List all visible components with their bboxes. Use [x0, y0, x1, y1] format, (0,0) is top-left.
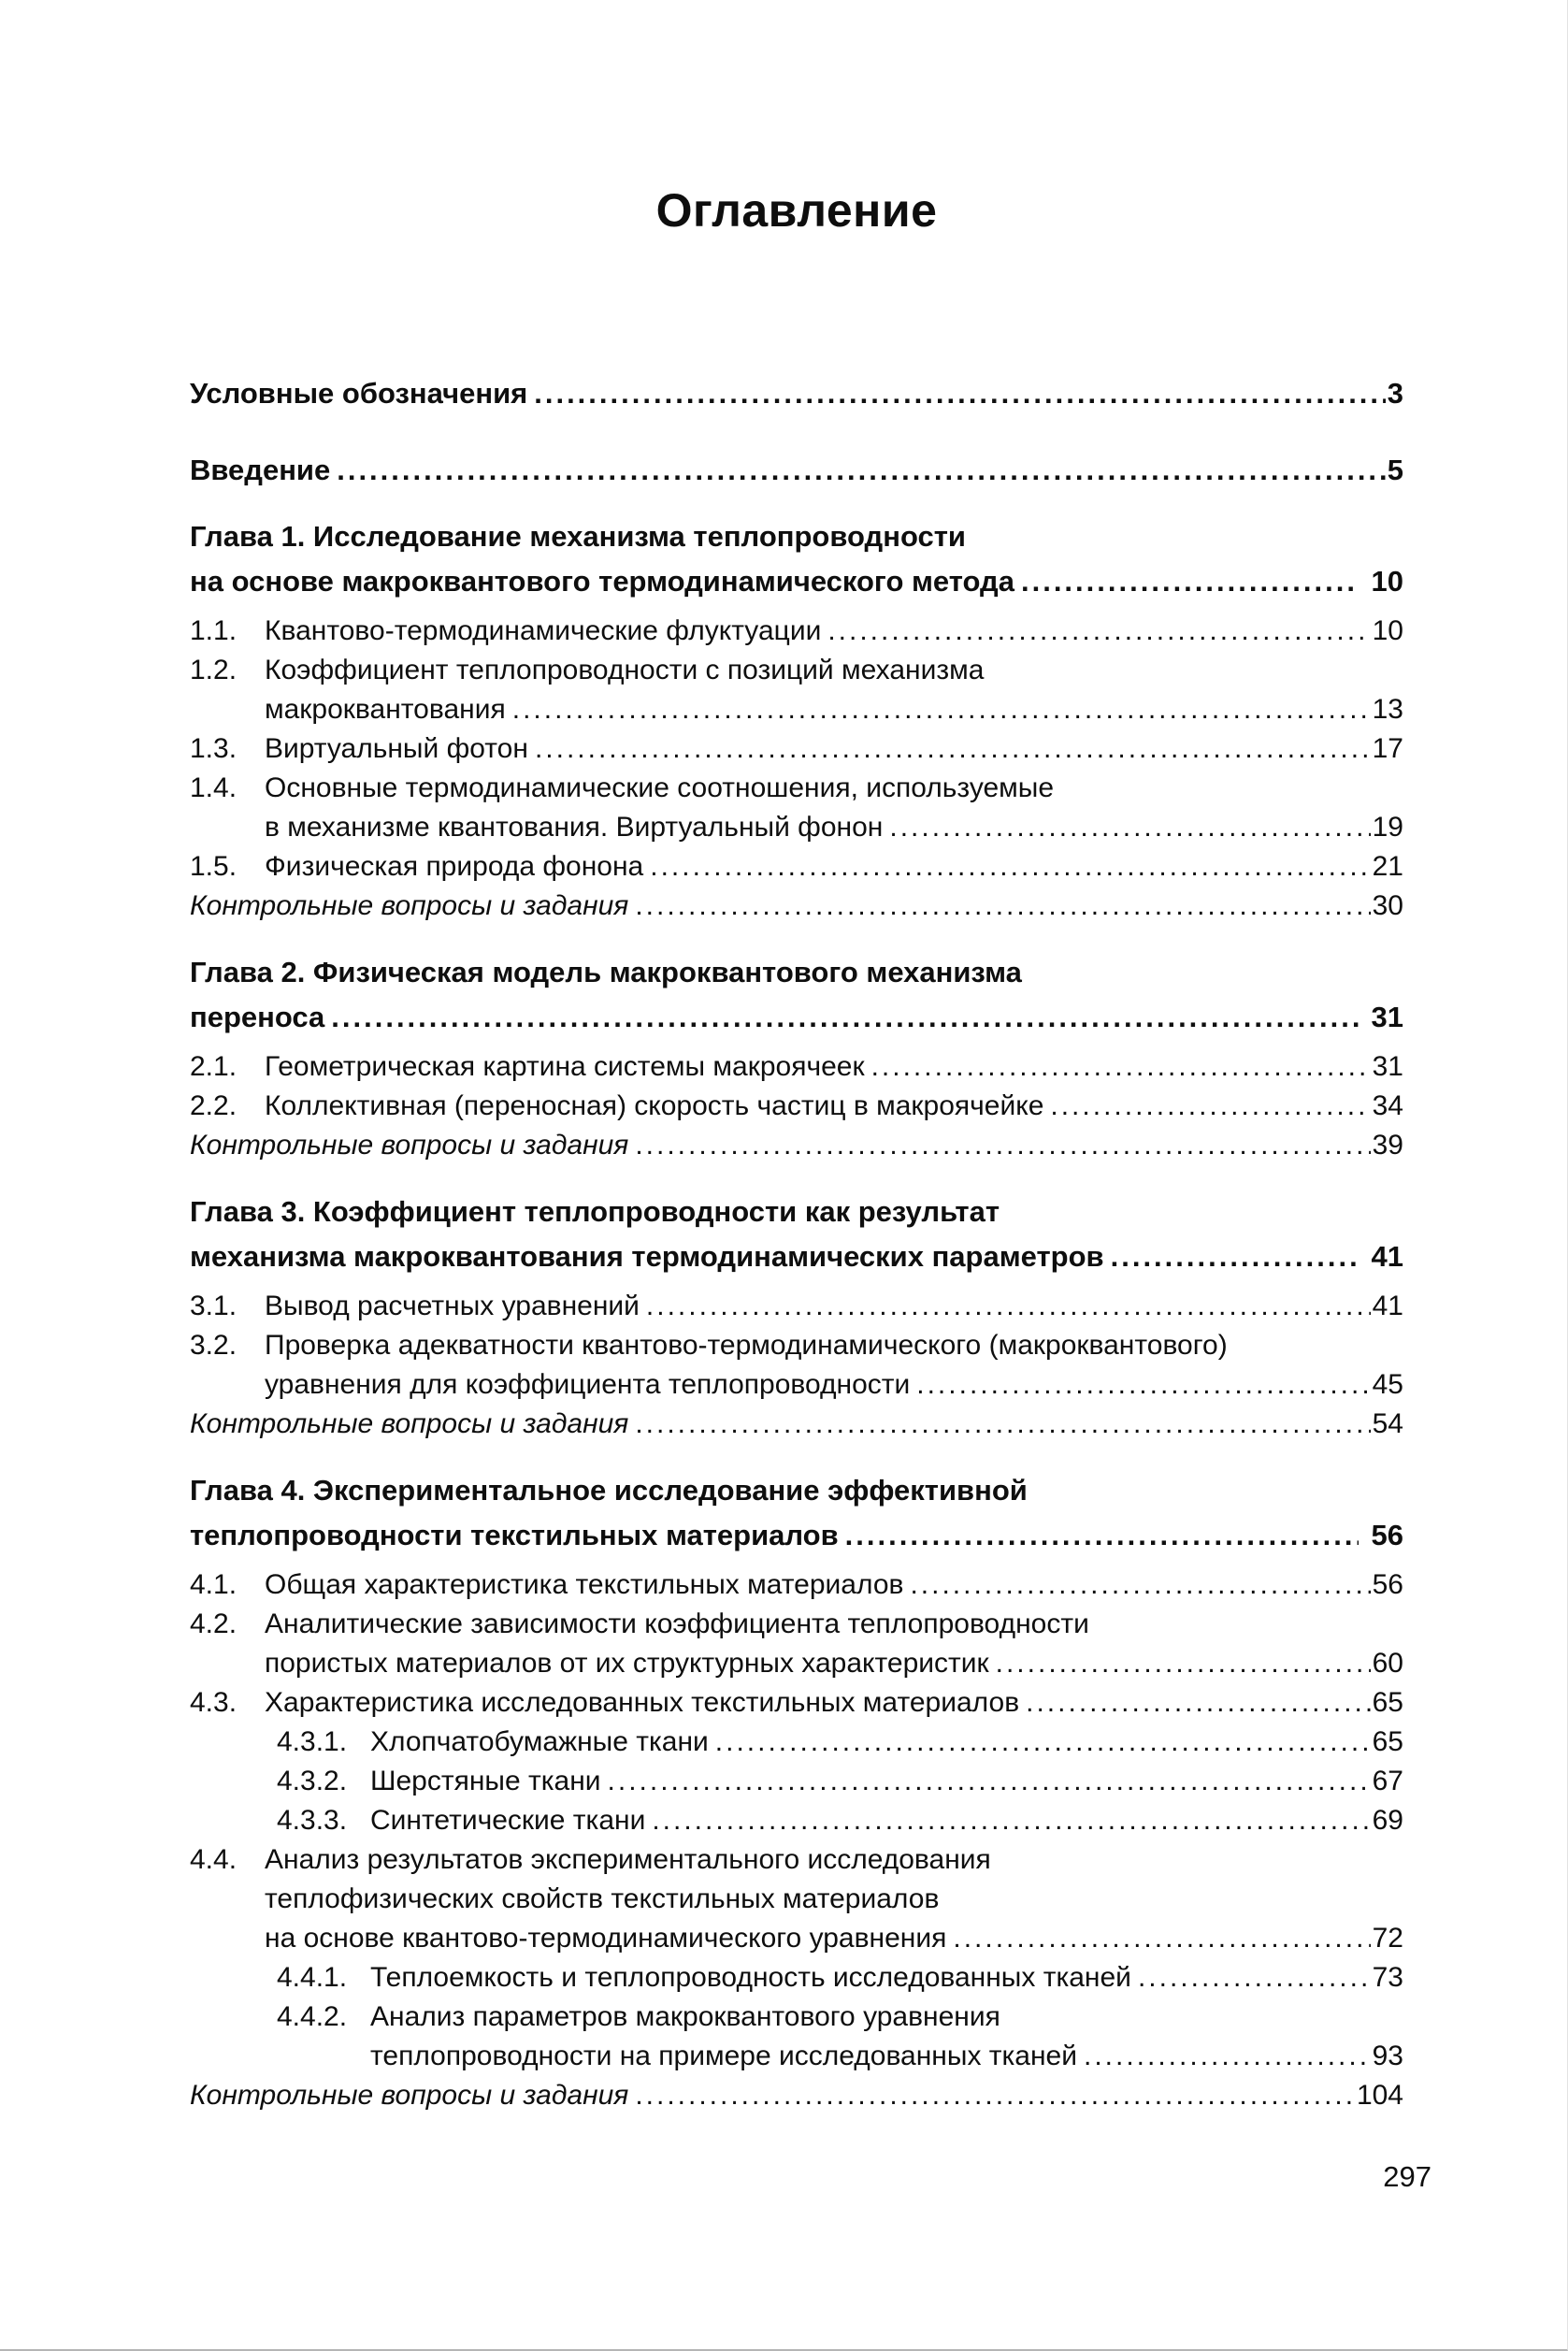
entry-text: Шерстяные ткани — [370, 1766, 601, 1796]
entry-line — [265, 1880, 1403, 1919]
entry-page-number: 104 — [1356, 2080, 1403, 2111]
entry-line — [265, 808, 1403, 847]
entry-line — [370, 1762, 1403, 1801]
toc-entry-chapter — [190, 950, 1403, 1040]
dot-leader — [1111, 1234, 1359, 1279]
entry-text: Вывод расчетных уравнений — [265, 1291, 640, 1321]
entry-line — [190, 1190, 1403, 1234]
page-title: Оглавление — [655, 184, 938, 237]
entry-line — [370, 2037, 1403, 2076]
toc-entry-item — [190, 1565, 1403, 1605]
entry-page-number: 56 — [1372, 1569, 1403, 1600]
entry-number: 4.3.1. — [277, 1726, 348, 1757]
toc-entry-item — [190, 847, 1403, 887]
entry-text: Введение — [190, 454, 331, 486]
entry-page-number: 10 — [1372, 615, 1403, 646]
entry-text: Анализ результатов экспериментального исследования — [265, 1844, 991, 1875]
entry-line — [370, 1801, 1403, 1840]
entry-text: Виртуальный фотон — [265, 733, 528, 764]
entry-line — [190, 1468, 1403, 1513]
entry-line — [265, 612, 1403, 651]
entry-page-number: 39 — [1372, 1130, 1403, 1161]
toc-entry-subitem — [190, 1998, 1403, 2076]
toc-entry-item — [190, 1047, 1403, 1087]
toc-entry-chapter — [190, 1190, 1403, 1279]
entry-line — [190, 1405, 1403, 1444]
entry-page-number: 73 — [1372, 1962, 1403, 1993]
toc-entry-item — [190, 729, 1403, 769]
entry-line — [190, 451, 1403, 490]
entry-page-number: 21 — [1372, 851, 1403, 882]
toc-entry-item — [190, 1683, 1403, 1723]
entry-line — [265, 1365, 1403, 1405]
entry-line — [190, 1126, 1403, 1165]
entry-line — [370, 1958, 1403, 1998]
dot-leader — [331, 995, 1358, 1040]
toc-list — [190, 374, 1403, 2115]
entry-number: 4.4. — [190, 1844, 237, 1875]
toc-entry-item — [190, 769, 1403, 847]
entry-number: 4.3.2. — [277, 1766, 348, 1796]
dot-leader — [635, 1126, 1370, 1165]
entry-page-number: 60 — [1372, 1648, 1403, 1679]
entry-page-number: 65 — [1372, 1687, 1403, 1718]
dot-leader — [1021, 559, 1359, 604]
entry-text: в механизме квантования. Виртуальный фонон — [265, 812, 884, 843]
entry-text: Синтетические ткани — [370, 1805, 646, 1836]
entry-text: уравнения для коэффициента теплопроводности — [265, 1369, 911, 1400]
entry-text: Глава 3. Коэффициент теплопроводности как результат — [190, 1195, 1000, 1228]
entry-page-number: 41 — [1372, 1291, 1403, 1321]
entry-text: теплофизических свойств текстильных материалов — [265, 1883, 940, 1914]
entry-line — [190, 559, 1403, 604]
dot-leader — [337, 451, 1386, 490]
entry-page-number: 3 — [1387, 377, 1403, 410]
entry-text: Теплоемкость и теплопроводность исследованных тканей — [370, 1962, 1131, 1993]
entry-number: 2.1. — [190, 1051, 237, 1082]
entry-line — [265, 1919, 1403, 1958]
dot-leader — [1084, 2037, 1371, 2076]
entry-text: переноса — [190, 1001, 325, 1033]
entry-number: 3.1. — [190, 1291, 237, 1321]
dot-leader — [827, 612, 1370, 651]
entry-text: Общая характеристика текстильных материалов — [265, 1569, 904, 1600]
entry-line — [370, 1723, 1403, 1762]
entry-number: 4.4.2. — [277, 2001, 348, 2032]
entry-line — [265, 729, 1403, 769]
entry-page-number: 31 — [1372, 1051, 1403, 1082]
toc-entry-subitem — [190, 1958, 1403, 1998]
dot-leader — [845, 1513, 1359, 1558]
dot-leader — [1138, 1958, 1371, 1998]
toc-entry-subitem — [190, 1762, 1403, 1801]
entry-line — [265, 1840, 1403, 1880]
toc-entry-chapter — [190, 514, 1403, 604]
entry-page-number: 19 — [1372, 812, 1403, 843]
toc-entry-item — [190, 1287, 1403, 1326]
entry-text: Характеристика исследованных текстильных материалов — [265, 1687, 1020, 1718]
toc-entry-front — [190, 451, 1403, 490]
entry-text: теплопроводности текстильных материалов — [190, 1519, 839, 1551]
entry-text: Физическая природа фонона — [265, 851, 644, 882]
toc-entry-questions — [190, 1405, 1403, 1444]
dot-leader — [996, 1644, 1371, 1683]
entry-line — [190, 2076, 1403, 2115]
page-number: 297 — [1383, 2160, 1431, 2193]
entry-number: 4.2. — [190, 1608, 237, 1639]
dot-leader — [635, 1405, 1370, 1444]
dot-leader — [953, 1919, 1370, 1958]
entry-line — [190, 950, 1403, 995]
entry-line — [265, 1047, 1403, 1087]
entry-number: 2.2. — [190, 1090, 237, 1121]
entry-page-number: 69 — [1372, 1805, 1403, 1836]
entry-text: Геометрическая картина системы макроячеек — [265, 1051, 865, 1082]
dot-leader — [635, 2076, 1355, 2115]
entry-text: Глава 2. Физическая модель макроквантового механизма — [190, 956, 1022, 988]
entry-line — [265, 1087, 1403, 1126]
entry-line — [370, 1998, 1403, 2037]
entry-page-number: 45 — [1372, 1369, 1403, 1400]
entry-page-number: 93 — [1372, 2041, 1403, 2071]
entry-number: 1.2. — [190, 655, 237, 685]
entry-text: на основе квантово-термодинамического уравнения — [265, 1923, 947, 1954]
entry-page-number: 56 — [1371, 1519, 1403, 1551]
entry-number: 4.1. — [190, 1569, 237, 1600]
entry-page-number: 54 — [1372, 1408, 1403, 1439]
toc-entry-item — [190, 651, 1403, 729]
dot-leader — [715, 1723, 1371, 1762]
toc-entry-item — [190, 1326, 1403, 1405]
dot-leader — [608, 1762, 1371, 1801]
dot-leader — [910, 1565, 1370, 1605]
dot-leader — [652, 1801, 1370, 1840]
entry-page-number: 72 — [1372, 1923, 1403, 1954]
dot-leader — [1026, 1683, 1370, 1723]
entry-text: Контрольные вопросы и задания — [190, 890, 629, 921]
entry-line — [190, 514, 1403, 559]
entry-text: пористых материалов от их структурных характеристик — [265, 1648, 989, 1679]
entry-line — [265, 769, 1403, 808]
entry-text: макроквантования — [265, 694, 506, 725]
entry-page-number: 30 — [1372, 890, 1403, 921]
entry-number: 1.4. — [190, 772, 237, 803]
dot-leader — [889, 808, 1370, 847]
toc-entry-chapter — [190, 1468, 1403, 1558]
toc-entry-questions — [190, 887, 1403, 926]
entry-page-number: 17 — [1372, 733, 1403, 764]
dot-leader — [512, 690, 1371, 729]
entry-page-number: 13 — [1372, 694, 1403, 725]
entry-line — [265, 1565, 1403, 1605]
entry-text: Проверка адекватности квантово-термодинамического (макроквантового) — [265, 1330, 1228, 1361]
dot-leader — [646, 1287, 1371, 1326]
entry-line — [265, 1644, 1403, 1683]
dot-leader — [650, 847, 1370, 887]
entry-text: Глава 1. Исследование механизма теплопроводности — [190, 520, 966, 553]
entry-line — [265, 1683, 1403, 1723]
entry-line — [190, 374, 1403, 413]
toc-entry-questions — [190, 1126, 1403, 1165]
entry-number: 3.2. — [190, 1330, 237, 1361]
entry-line — [265, 651, 1403, 690]
toc-entry-subitem — [190, 1723, 1403, 1762]
entry-text: Контрольные вопросы и задания — [190, 2080, 629, 2111]
entry-number: 1.5. — [190, 851, 237, 882]
toc-entry-item — [190, 1087, 1403, 1126]
entry-line — [190, 887, 1403, 926]
entry-number: 1.1. — [190, 615, 237, 646]
dot-leader — [535, 729, 1371, 769]
toc-entry-item — [190, 1605, 1403, 1683]
entry-line — [265, 1287, 1403, 1326]
dot-leader — [534, 374, 1386, 413]
entry-line — [190, 1513, 1403, 1558]
entry-number: 1.3. — [190, 733, 237, 764]
entry-page-number: 31 — [1371, 1001, 1403, 1033]
entry-text: Контрольные вопросы и задания — [190, 1408, 629, 1439]
entry-text: механизма макроквантования термодинамических параметров — [190, 1240, 1104, 1273]
entry-text: Квантово-термодинамические флуктуации — [265, 615, 822, 646]
entry-text: Условные обозначения — [190, 377, 528, 410]
entry-line — [265, 690, 1403, 729]
entry-text: на основе макроквантового термодинамического метода — [190, 565, 1014, 598]
toc-entry-questions — [190, 2076, 1403, 2115]
entry-text: Глава 4. Экспериментальное исследование эффективной — [190, 1474, 1028, 1507]
entry-text: Аналитические зависимости коэффициента теплопроводности — [265, 1608, 1089, 1639]
entry-line — [265, 1605, 1403, 1644]
entry-page-number: 10 — [1371, 565, 1403, 598]
entry-text: Хлопчатобумажные ткани — [370, 1726, 709, 1757]
entry-page-number: 65 — [1372, 1726, 1403, 1757]
dot-leader — [1050, 1087, 1370, 1126]
toc-entry-subitem — [190, 1801, 1403, 1840]
entry-page-number: 41 — [1371, 1240, 1403, 1273]
toc-entry-item — [190, 1840, 1403, 1958]
entry-line — [190, 995, 1403, 1040]
entry-line — [265, 847, 1403, 887]
toc-entry-front — [190, 374, 1403, 413]
entry-number: 4.3. — [190, 1687, 237, 1718]
entry-text: Коэффициент теплопроводности с позиций механизма — [265, 655, 985, 685]
entry-page-number: 5 — [1387, 454, 1403, 486]
entry-text: теплопроводности на примере исследованных тканей — [370, 2041, 1077, 2071]
entry-number: 4.4.1. — [277, 1962, 348, 1993]
dot-leader — [916, 1365, 1370, 1405]
dot-leader — [635, 887, 1370, 926]
entry-number: 4.3.3. — [277, 1805, 348, 1836]
entry-page-number: 34 — [1372, 1090, 1403, 1121]
toc-entry-item — [190, 612, 1403, 651]
entry-text: Анализ параметров макроквантового уравнения — [370, 2001, 1000, 2032]
entry-text: Основные термодинамические соотношения, используемые — [265, 772, 1055, 803]
entry-text: Коллективная (переносная) скорость частиц в макроячейке — [265, 1090, 1044, 1121]
entry-text: Контрольные вопросы и задания — [190, 1130, 629, 1161]
entry-page-number: 67 — [1372, 1766, 1403, 1796]
entry-line — [190, 1234, 1403, 1279]
dot-leader — [871, 1047, 1371, 1087]
entry-line — [265, 1326, 1403, 1365]
